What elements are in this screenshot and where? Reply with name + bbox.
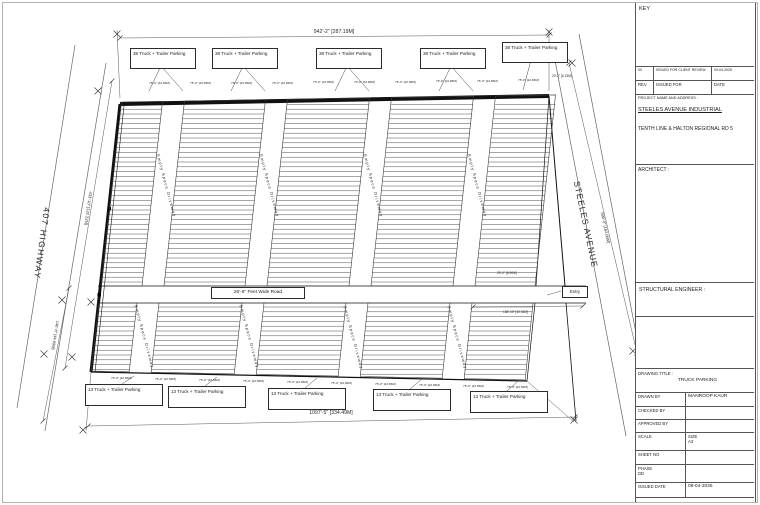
gate-mark [98,293,102,297]
size-cell [686,433,754,451]
date-col-header: DATE [714,82,725,87]
drawing-title-label: DRAWING TITLE : [638,371,673,376]
entry-width-dim: 29'-2" [8.90M] [497,271,517,275]
svg-text:Empty Space Driveway: Empty Space Driveway [466,153,489,218]
dimension-layer [43,30,637,431]
svg-text:Empty Space Driveway: Empty Space Driveway [258,153,281,218]
rev-number: 00 [636,67,654,81]
scale-label: SCALE [636,433,686,451]
svg-text:75'-0" [22.86M]: 75'-0" [22.86M] [463,384,484,388]
svg-text:75'-0" [22.86M]: 75'-0" [22.86M] [331,381,352,385]
top-parking-label: 38 Truck + Trailer Parking [316,48,382,69]
svg-text:75'-0" [22.86M]: 75'-0" [22.86M] [190,81,211,85]
parking-stall-hatching [91,95,555,380]
checked-by-value [686,407,754,420]
checked-by-label: CHECKED BY [636,407,686,420]
sheet-no-label: SHEET NO [636,451,686,465]
drawn-by-value: MANROOP KAUR [688,394,728,399]
left-property-dim: 433'-10" [132.22M] [83,191,94,226]
svg-text:75'-0" [22.86M]: 75'-0" [22.86M] [243,379,264,383]
bottom-parking-label: 13 Truck + Trailer Parking [268,388,346,410]
svg-text:75'-0" [22.86M]: 75'-0" [22.86M] [313,80,334,84]
svg-text:75'-0" [22.86M]: 75'-0" [22.86M] [375,382,396,386]
approved-by-label: APPROVED BY [636,420,686,433]
svg-text:Empty Space Driveway: Empty Space Driveway [446,305,469,370]
drawing-title-row [636,369,754,393]
size-value: A3 [688,439,694,444]
issued-for-col-header: ISSUED FOR [654,81,712,95]
sheet-no-row [636,451,754,465]
top-dimension: 942'-2" [287.19M] [313,29,355,35]
bottom-parking-label: 13 Truck + Trailer Parking [470,391,548,413]
top-parking-label: 38 Truck + Trailer Parking [420,48,486,69]
svg-text:75'-0" [22.86M]: 75'-0" [22.86M] [272,81,293,85]
key-label: KEY [639,6,651,12]
svg-text:75'-0" [22.86M]: 75'-0" [22.86M] [395,80,416,84]
revision-row [636,67,754,81]
issued-date-row [636,483,754,498]
project-box [636,95,754,165]
project-address: TENTH LINE & HALTON REGIONAL RD 5 [638,126,733,132]
project-name: STEELES AVENUE INDUSTRIAL [638,107,722,113]
svg-text:75'-0" [22.86M]: 75'-0" [22.86M] [354,80,375,84]
svg-text:75'-0" [22.86M]: 75'-0" [22.86M] [518,78,539,82]
svg-text:Empty Space Driveway: Empty Space Driveway [155,153,178,218]
svg-text:75'-0" [22.86M]: 75'-0" [22.86M] [477,79,498,83]
drawing-title: TRUCK PARKING [678,378,718,383]
svg-text:Empty Space Driveway: Empty Space Driveway [133,304,156,369]
approved-by-row [636,420,754,433]
key-box [636,3,754,67]
rev-description: ISSUED FOR CLIENT REVIEW [654,67,712,81]
bottom-parking-label: 13 Truck + Trailer Parking [85,384,163,406]
phase-value-cell [686,465,754,483]
phase-row [636,465,754,483]
revision-header-row [636,81,754,95]
project-label: PROJECT NAME AND ADDRESS : [638,96,698,100]
drawing-sheet [2,2,758,503]
svg-text:75'-0" [22.86M]: 75'-0" [22.86M] [231,81,252,85]
size-label: SIZE [688,434,698,439]
phase-label: PHASE [638,466,653,471]
rev-date: 09-04-2025 [714,68,732,72]
rev-col-header: REV [636,81,654,95]
svg-text:75'-0" [22.86M]: 75'-0" [22.86M] [111,376,132,380]
svg-text:75'-0" [22.86M]: 75'-0" [22.86M] [436,79,457,83]
svg-text:Empty Space Driveway: Empty Space Driveway [342,305,365,370]
svg-text:75'-0" [22.86M]: 75'-0" [22.86M] [287,380,308,384]
bottom-parking-label: 13 Truck + Trailer Parking [373,389,451,411]
drawn-by-label: DRAWN BY [636,393,686,407]
architect-label: ARCHITECT : [638,167,670,173]
left-road-dim: 146'-8" [44.69M] [50,320,61,350]
steeles-label: STEELES AVENUE [571,180,601,269]
approved-by-value [686,420,754,433]
checked-by-row [636,407,754,420]
svg-text:75'-0" [22.86M]: 75'-0" [22.86M] [419,383,440,387]
stall-dims-top [149,78,539,85]
bottom-parking-label: 13 Truck + Trailer Parking [168,386,246,408]
top-parking-label: 38 Truck + Trailer Parking [212,48,278,69]
svg-text:75'-0" [22.86M]: 75'-0" [22.86M] [149,81,170,85]
structural-engineer-box [636,283,754,317]
phase-cell [636,465,686,483]
scale-row [636,433,754,451]
top-parking-label: 38 Truck + Trailer Parking [130,48,196,69]
svg-text:Empty Space Driveway: Empty Space Driveway [238,304,261,369]
svg-text:75'-0" [22.86M]: 75'-0" [22.86M] [199,378,220,382]
highway-label: 407 HIGHWAY [31,206,52,281]
svg-text:75'-0" [22.86M]: 75'-0" [22.86M] [155,377,176,381]
entry-length-dim: 138'-10" [42.31M] [503,310,528,314]
road-width-label: 26'-6" Feet Wide Road [211,287,305,299]
bottom-dimension: 1097'-5" [334.49M] [309,410,353,416]
stamp-box [636,317,754,369]
entry-label: Entry [562,286,588,298]
architect-box [636,165,754,283]
drawn-by-row [636,393,754,407]
right-property-dim: 599'-3" [182.66M] [599,211,612,244]
title-block [635,3,756,502]
site-plan [3,3,639,502]
structural-engineer-label: STRUCTURAL ENGINEER : [639,287,706,293]
sheet-no-value [686,451,754,465]
svg-text:75'-0" [22.86M]: 75'-0" [22.86M] [507,385,528,389]
issued-date-value: 09-04-2025 [688,484,713,489]
svg-text:Empty Space Driveway: Empty Space Driveway [362,153,385,218]
phase-value: DD [638,471,645,476]
top-parking-label: 38 Truck + Trailer Parking [502,42,568,63]
issued-date-label: ISSUED DATE [636,483,686,498]
corner-dim: 20'-2" [6.15M] [552,74,572,78]
